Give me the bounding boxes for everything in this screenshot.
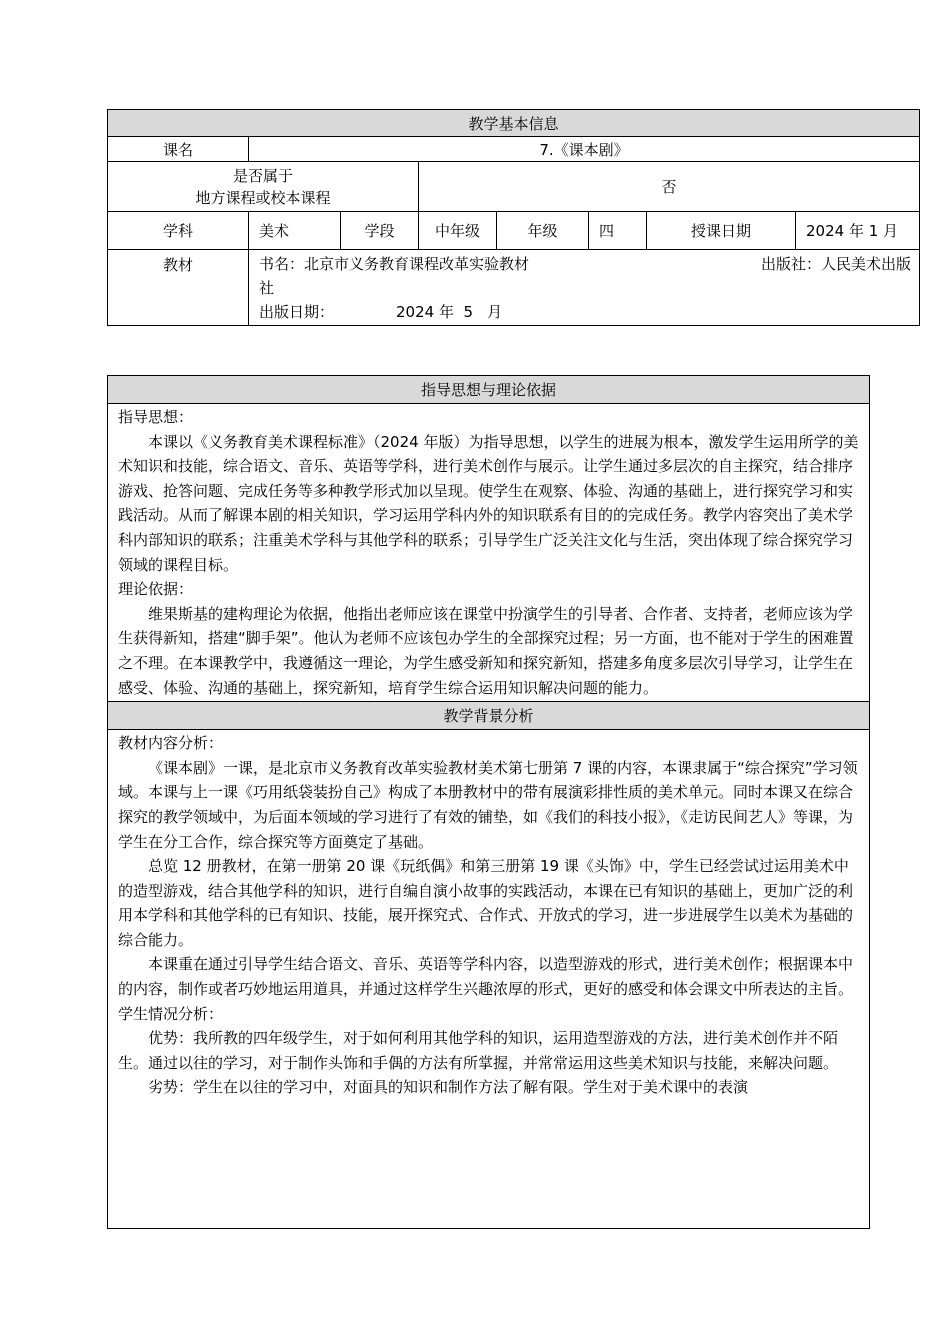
book-label: 书名：	[259, 255, 305, 273]
guiding-header: 指导思想与理论依据	[108, 376, 870, 404]
subject-label: 学科	[108, 212, 249, 250]
theory-label: 理论依据：	[118, 580, 194, 599]
basic-info-table	[107, 109, 920, 326]
guiding-thought-text: 本课以《义务教育美术课程标准》（2024 年版）为指导思想，以学生的进展为根本，激发学生运用所学的美术知识和技能，综合语文、音乐、英语等学科，进行美术创作与展示。让学生通过多层次的自主探究，结合排序游戏、抢答问题、完成任务等多种教学形式加以呈现。使学生在观察、体验、沟通的基础上，进行探究学习和实践活动。从而了解课本剧的相关知识，学习运用学科内外的知识联系有目的的完成任务。教学内容突出了美术学科内部知识的联系；注重美术学科与其他学科的联系；引导学生广泛关注文化与生活，突出体现了综合探究学习领域的课程目标。	[118, 432, 859, 574]
publisher-label: 出版社：	[761, 255, 822, 273]
date-label: 授课日期	[647, 212, 796, 250]
guiding-thought-label: 指导思想：	[118, 408, 194, 426]
pubdate-label: 出版日期：	[259, 303, 335, 321]
grade-value: 四	[589, 212, 647, 250]
background-body	[108, 730, 870, 1229]
subject-value: 美术	[249, 212, 341, 250]
course-name-value: 7.《课本剧》	[249, 137, 920, 162]
material-analysis-p3: 本课重在通过引导学生结合语文、音乐、英语等学科内容，以造型游戏的形式，进行美术创作；根据课本中的内容，制作或者巧妙地运用道具，并通过这样学生兴趣浓厚的形式，更好的感受和体会课文中所表达的主旨。	[118, 955, 854, 999]
local-course-question-line2: 地方课程或校本课程	[195, 188, 331, 207]
course-name-label: 课名	[108, 137, 249, 162]
background-header: 教学背景分析	[108, 702, 870, 730]
pubdate-month: 5	[463, 303, 474, 321]
local-course-question	[108, 162, 419, 212]
material-label: 教材	[108, 250, 249, 326]
basic-info-header: 教学基本信息	[108, 110, 920, 137]
book-info	[259, 252, 529, 276]
stage-label: 学段	[341, 212, 419, 250]
pubdate-year: 2024 年	[396, 303, 454, 321]
date-value: 2024 年 1 月	[796, 212, 920, 250]
student-analysis-p1: 优势：我所教的四年级学生，对于如何利用其他学科的知识，运用造型游戏的方法，进行美术创作并不陌生。通过以往的学习，对于制作头饰和手偶的方法有所掌握，并常常运用这些美术知识与技能，来解决问题。	[118, 1029, 839, 1072]
student-analysis-label: 学生情况分析：	[118, 1004, 224, 1023]
material-analysis-p1: 《课本剧》一课，是北京市义务教育改革实验教材美术第七册第 7 课的内容，本课隶属于“综合探究”学习领域。本课与上一课《巧用纸袋装扮自己》构成了本册教材中的带有展演彩排性质的美术单元。同时本课又在综合探究的教学领域中，为后面本领域的学习进行了有效的铺垫，如《我们的科技小报》，《走访民间艺人》等课，为学生在分工合作，综合探究等方面奠定了基础。	[118, 758, 858, 851]
local-course-value: 否	[419, 162, 920, 212]
guiding-body	[108, 404, 870, 702]
local-course-question-line1: 是否属于	[232, 166, 293, 185]
material-info	[249, 250, 920, 326]
stage-value: 中年级	[419, 212, 497, 250]
student-analysis-p2: 劣势：学生在以往的学习中，对面具的知识和制作方法了解有限。学生对于美术课中的表演	[148, 1078, 749, 1097]
publisher-info	[761, 252, 911, 276]
material-analysis-label: 教材内容分析：	[118, 734, 224, 753]
theory-text: 维果斯基的建构理论为依据，他指出老师应该在课堂中扮演学生的引导者、合作者、支持者，老师应该为学生获得新知，搭建“脚手架”。他认为老师不应该包办学生的全部探究过程；另一方面，也不能对于学生的困难置之不理。在本课教学中，我遵循这一理论，为学生感受新知和探究新知，搭建多角度多层次引导学习，让学生在感受、体验、沟通的基础上，探究新知，培育学生综合运用知识解决问题的能力。	[118, 604, 854, 697]
publisher-value: 人民美术出版	[821, 255, 912, 273]
publisher-value-tail: 社	[259, 279, 275, 297]
teaching-design-table	[107, 375, 870, 1229]
pubdate-month-unit: 月	[487, 303, 503, 321]
material-analysis-p2: 总览 12 册教材，在第一册第 20 课《玩纸偶》和第三册第 19 课《头饰》中，学生已经尝试过运用美术中的造型游戏，结合其他学科的知识，进行自编自演小故事的实践活动，本课在已有知识的基础上，更加广泛的利用本学科和其他学科的已有知识、技能，展开探究式、合作式、开放式的学习，进一步进展学生以美术为基础的综合能力。	[118, 857, 854, 949]
book-value: 北京市义务教育课程改革实验教材	[304, 255, 530, 273]
grade-label: 年级	[497, 212, 589, 250]
pubdate-info	[259, 300, 911, 324]
